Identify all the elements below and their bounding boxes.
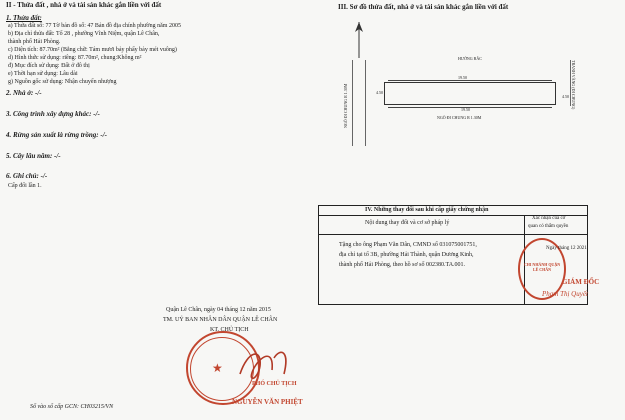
road-left-line <box>352 60 353 146</box>
parcel-address-1: b) Địa chỉ thửa đất: Tổ 28 , phường Vĩnh Niệm, quận Lê Chân, <box>8 31 160 37</box>
issuing-authority: TM. UỶ BAN NHÂN DÂN QUẬN LÊ CHÂN <box>163 317 278 323</box>
road-right-line <box>570 60 571 106</box>
table-header-content <box>319 215 525 235</box>
dim-bottom: 19.50 <box>461 107 470 112</box>
notes-section: 6. Ghi chú: -/- <box>6 172 48 180</box>
record-number: Số vào sổ cấp GCN: CH03215/VN <box>30 404 114 410</box>
confirmation-name: Phạm Thị Quyết <box>542 290 588 298</box>
change-line-1: Tặng cho ông Phạm Văn Dân, CMND số 031075001751, <box>339 242 477 248</box>
vice-chairman-title: PHÓ CHỦ TỊCH <box>252 381 297 387</box>
parcel-number: a) Thửa đất số: 77 Tờ bản đồ số: 47 Bản đồ địa chính phường năm 2005 <box>8 23 181 29</box>
confirmation-title: GIÁM ĐỐC <box>562 278 600 286</box>
parcel-address-2: thành phố Hải Phòng. <box>8 39 61 45</box>
place-date: Quận Lê Chân, ngày 04 tháng 12 năm 2015 <box>166 307 271 313</box>
parcel-area: c) Diện tích: 87.70m² (Bằng chữ: Tám mươi bảy phẩy bảy mét vuông) <box>8 47 177 53</box>
section-1-title: 1. Thửa đất: <box>6 14 42 22</box>
section-4-title: IV. Những thay đổi sau khi cấp giấy chứng nhận <box>365 207 489 213</box>
col2-header-2: quan có thẩm quyền <box>528 224 569 229</box>
north-arrow-icon <box>351 20 367 60</box>
road-left-line-2 <box>365 60 366 146</box>
road-left-label: NGÕ ĐI CHUNG R 1.30M <box>343 83 348 128</box>
north-label: HƯỚNG BẮC <box>458 56 482 61</box>
district-seal: ★ <box>186 331 260 405</box>
dim-top: 19.50 <box>458 75 467 80</box>
parcel-plot <box>384 82 556 105</box>
kt-chairman: KT. CHỦ TỊCH <box>210 327 249 333</box>
change-line-3: thành phố Hải Phòng, theo hồ sơ số 002380.TA.001. <box>339 262 466 268</box>
house-section: 2. Nhà ở: -/- <box>6 89 42 97</box>
usage-term: e) Thời hạn sử dụng: Lâu dài <box>8 71 78 77</box>
dim-right: 4.50 <box>562 94 569 99</box>
road-bottom-label: NGÕ ĐI CHUNG R 1.30M <box>437 115 482 120</box>
forest-section: 4. Rừng sản xuất là rừng trồng: -/- <box>6 131 107 139</box>
dim-left: 4.50 <box>376 90 383 95</box>
table-header-confirmation <box>525 215 587 235</box>
signer-name: NGUYỄN VĂN PHIỆT <box>232 398 303 406</box>
col2-header-1: Xác nhận của cơ <box>532 216 566 221</box>
section-3-title: III. Sơ đồ thửa đất, nhà ở và tài sản khác gắn liền với đất <box>338 3 509 11</box>
dim-line-bottom <box>388 107 552 108</box>
dim-line-top <box>388 80 552 81</box>
road-right-label: TRANH VÀNG (ĐI CHUNG) <box>571 60 576 110</box>
perennial-tree-section: 5. Cây lâu năm: -/- <box>6 152 61 160</box>
confirmation-date: Ngày tháng 12 2021 <box>546 246 587 251</box>
branch-seal-text: CHI NHÁNH QUẬN LÊ CHÂN <box>523 262 561 272</box>
col1-header: Nội dung thay đổi và cơ sở pháp lý <box>365 220 450 226</box>
usage-purpose: đ) Mục đích sử dụng: Đất ở đô thị <box>8 63 90 69</box>
notes-text: Cấp đổi lần 1. <box>8 183 42 189</box>
change-line-2: địa chỉ tại tổ 3B, phường Hải Thành, quận Dương Kinh, <box>339 252 474 258</box>
other-construction-section: 3. Công trình xây dựng khác: -/- <box>6 110 100 118</box>
usage-origin: g) Nguồn gốc sử dụng: Nhận chuyển nhượng <box>8 79 117 85</box>
usage-form: d) Hình thức sử dụng: riêng: 87.70m², chung:Không m² <box>8 55 142 61</box>
section-2-title: II - Thửa đất , nhà ở và tài sản khác gắn liền với đất <box>6 1 162 9</box>
